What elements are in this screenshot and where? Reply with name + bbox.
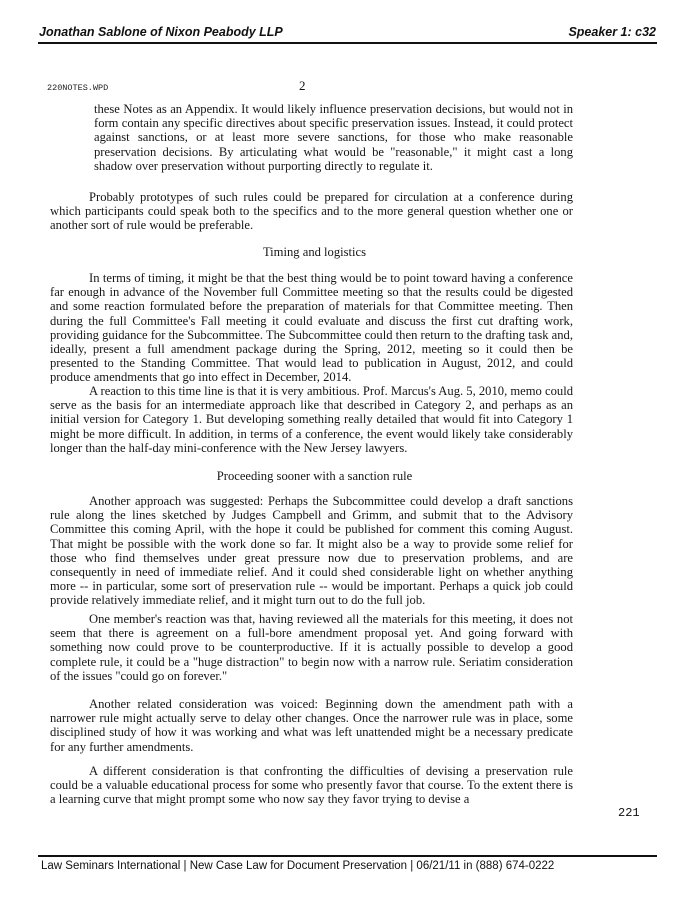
paragraph: A different consideration is that confronting the difficulties of devising a preservation rule could be a valuable educational process for some who presently favor that course. To the extent there is a learning curve that might prompt some who now say they favor trying to devise a xyxy=(50,764,573,807)
paragraph: Probably prototypes of such rules could be prepared for circulation at a conference during which participants could speak both to the specifics and to the more general question whether one or another sort of rule would be preferable. xyxy=(50,190,573,233)
header-speaker-id: Speaker 1: c32 xyxy=(568,25,656,39)
header-speaker-name: Jonathan Sablone of Nixon Peabody LLP xyxy=(39,25,283,39)
paragraph: these Notes as an Appendix. It would likely influence preservation decisions, but would not in form contain any specific directives about specific preservation issues. Instead, it could protect against sanctions, or at least more severe sanctions, for those who make reasonable preservation decisions. By articulating what would be "reasonable," it might cast a long shadow over preservation without purporting directly to regulate it. xyxy=(94,102,573,173)
paragraph: Another related consideration was voiced: Beginning down the amendment path with a narrower rule might actually serve to delay other changes. Once the narrower rule was in place, some disciplined study of how it was working and what was left unattended might be a necessary predicate for any further amendments. xyxy=(50,697,573,754)
page-number: 2 xyxy=(299,78,306,93)
section-heading: Timing and logistics xyxy=(262,245,367,259)
page-footer: Law Seminars International | New Case Law for Document Preservation | 06/21/11 in (888) 674-0222 xyxy=(38,855,657,872)
paragraph: One member's reaction was that, having reviewed all the materials for this meeting, it does not seem that there is agreement on a full-bore amendment proposal yet. And going forward with something now could prove to be counterproductive. If it is actually possible to develop a good complete rule, it could be a "huge distraction" to begin now with a narrow rule. Seriatim consideration of the issues "could go on forever." xyxy=(50,612,573,683)
paragraph: A reaction to this time line is that it is very ambitious. Prof. Marcus's Aug. 5, 2010, memo could serve as the basis for an intermediate approach like that described in Category 2, and perhaps as an initial version for Category 1. But developing something really detailed that would fit into Category 1 might be more difficult. In addition, in terms of a conference, the event would likely take considerably longer than the half-day mini-conference with the New Jersey lawyers. xyxy=(50,384,573,455)
section-heading: Proceeding sooner with a sanction rule xyxy=(216,469,413,483)
page-header xyxy=(38,24,657,44)
paragraph: Another approach was suggested: Perhaps the Subcommittee could develop a draft sanctions rule along the lines sketched by Judges Campbell and Grimm, and submit that to the Advisory Committee this coming April, with the hope it could be published for comment this coming August. That might be possible with the work done so far. It might also be a way to provide some relief for those who find themselves under great pressure now due to preservation problems, and are consequently in need of immediate relief. And it could shed considerable light on whether anything more -- in particular, some sort of preservation rule -- would be important. Perhaps a quick job could provide relatively immediate relief, and it might turn out to do the full job. xyxy=(50,494,573,608)
paragraph: In terms of timing, it might be that the best thing would be to point toward having a conference far enough in advance of the November full Committee meeting so that the results could be digested and some reaction formulated before the preparation of materials for that Committee meeting. Then during the full Committee's Fall meeting it could evaluate and discuss the first cut drafting work, providing guidance for the Subcommittee. The Subcommittee could then return to the drafting task and, ideally, present a full amendment package during the Spring, 2012, meeting so it could then be presented to the Standing Committee. That would lead to publication in August, 2012, and could produce amendments that go into effect in December, 2014. xyxy=(50,271,573,385)
bates-number: 221 xyxy=(618,806,640,820)
file-name: 220NOTES.WPD xyxy=(47,83,109,93)
